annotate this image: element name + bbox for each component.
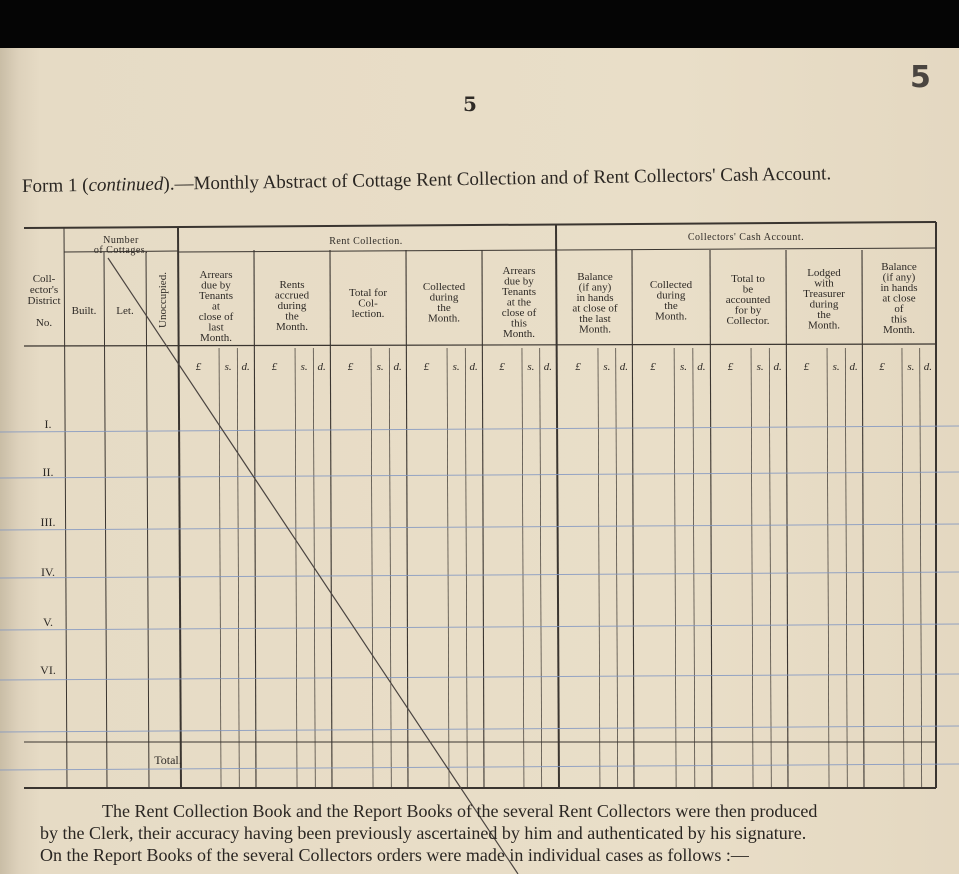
currency-label: s. xyxy=(832,361,840,373)
ruled-line xyxy=(0,624,959,630)
total-accounted-header: accounted xyxy=(725,294,771,306)
collected-header-2: during xyxy=(656,289,686,302)
currency-label: £ xyxy=(727,361,734,373)
currency-label: £ xyxy=(803,361,810,373)
row-label: V. xyxy=(42,615,54,629)
ruled-line xyxy=(0,764,959,770)
table-top-border xyxy=(24,222,936,228)
balance-last-header: Balance xyxy=(577,271,613,283)
money-group-line xyxy=(710,250,712,788)
column-line xyxy=(104,252,107,788)
currency-label: £ xyxy=(575,361,581,373)
currency-label: s. xyxy=(603,361,611,373)
total-collection-header: Col- xyxy=(358,297,378,310)
currency-label: £ xyxy=(650,361,656,373)
let-header: Let. xyxy=(116,305,134,317)
district-header: ector's xyxy=(29,284,59,296)
balance-last-header: at close of xyxy=(572,302,618,315)
column-line xyxy=(146,252,149,788)
rent-collection-title: Rent Collection. xyxy=(329,236,403,247)
row-label: II. xyxy=(42,465,54,479)
collected-header-1: Month. xyxy=(427,312,461,325)
built-header: Built. xyxy=(71,305,97,317)
cash-account-title: Collectors' Cash Account. xyxy=(687,232,805,243)
balance-this-header: of xyxy=(894,303,904,315)
row-label: VI. xyxy=(40,663,56,677)
currency-label: d. xyxy=(697,361,706,373)
rents-accrued-header: during xyxy=(277,300,307,312)
pence-line xyxy=(465,348,467,788)
collected-header-2: Collected xyxy=(649,279,693,291)
arrears-last-header: close of xyxy=(198,311,234,323)
currency-label: £ xyxy=(195,361,202,373)
currency-label: £ xyxy=(347,361,354,373)
header-bottom-line xyxy=(24,344,936,346)
pence-line xyxy=(693,348,695,788)
arrears-this-header: Month. xyxy=(502,328,536,340)
currency-label: d. xyxy=(849,361,858,373)
lodged-header: Treasurer xyxy=(803,288,845,300)
paragraph-line-2: by the Clerk, their accuracy having been previously ascertained by him and authenticated by his signature. xyxy=(40,823,807,843)
lodged-header: with xyxy=(814,277,834,290)
section-divider xyxy=(556,225,559,788)
money-group-line xyxy=(254,250,256,788)
arrears-this-header: at the xyxy=(506,296,532,309)
pence-line xyxy=(389,348,391,788)
arrears-this-header: Arrears xyxy=(502,265,536,277)
pence-line xyxy=(845,348,847,788)
arrears-this-header: due by xyxy=(504,275,534,288)
pence-line xyxy=(237,348,239,788)
balance-last-header: Month. xyxy=(578,323,612,336)
money-group-line xyxy=(786,250,788,788)
total-collection-header: lection. xyxy=(351,308,385,320)
ruled-line xyxy=(0,524,959,530)
shillings-line xyxy=(371,348,373,788)
total-accounted-header: Collector. xyxy=(726,315,770,327)
row-labels xyxy=(40,417,182,767)
ruled-line xyxy=(0,726,959,732)
currency-label: £ xyxy=(423,361,430,373)
currency-label: d. xyxy=(773,361,782,373)
money-group-line xyxy=(482,250,484,788)
column-line xyxy=(64,228,67,788)
paragraph-line-3: On the Report Books of the several Collectors orders were made in individual cases as follows :— xyxy=(40,845,749,865)
pence-line xyxy=(540,348,542,788)
form-title-prefix: Form 1 ( xyxy=(21,174,89,197)
balance-this-header: Balance xyxy=(881,261,917,273)
currency-label: s. xyxy=(756,361,764,373)
page-number-center: 5 xyxy=(463,92,477,116)
currency-label: d. xyxy=(241,361,250,373)
district-header: Coll- xyxy=(32,273,56,285)
currency-labels xyxy=(196,361,932,373)
lodged-header: Lodged xyxy=(807,267,841,279)
lodged-header: during xyxy=(809,298,839,311)
currency-label: s. xyxy=(679,361,687,373)
rents-accrued-header: Rents xyxy=(279,279,305,291)
money-group-line xyxy=(632,250,634,788)
collected-header-1: the xyxy=(437,302,451,314)
shillings-line xyxy=(598,348,600,788)
form-title-rest: ).—Monthly Abstract of Cottage Rent Collection and of Rent Collectors' Cash Account. xyxy=(163,163,832,195)
currency-label: d. xyxy=(923,361,932,373)
district-header: District xyxy=(27,295,61,307)
shillings-line xyxy=(827,348,829,788)
currency-label: d. xyxy=(469,361,478,373)
collected-header-2: Month. xyxy=(654,310,688,323)
balance-last-header: in hands xyxy=(576,292,614,304)
pence-line xyxy=(769,348,771,788)
row-label: I. xyxy=(44,417,52,431)
balance-this-header: this xyxy=(891,313,907,326)
total-collection-header: Total for xyxy=(348,287,388,299)
currency-label: s. xyxy=(300,361,308,373)
currency-label: s. xyxy=(376,361,384,373)
cottages-group-title: of Cottages. xyxy=(93,245,149,256)
ruled-line xyxy=(0,572,959,578)
balance-last-header: the last xyxy=(579,313,611,325)
balance-this-header: Month. xyxy=(882,324,916,336)
total-label: Total. xyxy=(154,753,182,767)
arrears-last-header: last xyxy=(208,321,224,334)
currency-label: d. xyxy=(393,361,402,373)
lodged-header: Month. xyxy=(807,319,841,332)
currency-label: d. xyxy=(619,361,628,373)
currency-label: £ xyxy=(271,361,278,373)
pence-line xyxy=(920,348,922,788)
rents-accrued-header: the xyxy=(285,310,299,323)
arrears-last-header: at xyxy=(212,300,220,313)
currency-label: d. xyxy=(317,361,326,373)
row-label: IV. xyxy=(40,565,56,579)
balance-this-header: (if any) xyxy=(882,271,916,284)
pence-line xyxy=(616,348,618,788)
unoccupied-header: Unoccupied. xyxy=(157,272,169,328)
arrears-this-header: Tenants xyxy=(501,286,537,298)
currency-label: s. xyxy=(907,361,915,373)
shillings-line xyxy=(902,348,904,788)
district-header: No. xyxy=(35,317,53,329)
form-title-italic: continued xyxy=(88,173,164,196)
row-label: III. xyxy=(40,515,56,529)
shillings-line xyxy=(219,348,221,788)
collected-header-1: Collected xyxy=(422,281,466,293)
arrears-last-header: Tenants xyxy=(198,290,234,302)
rents-accrued-header: accrued xyxy=(274,289,310,302)
currency-label: s. xyxy=(452,361,460,373)
total-accounted-header: for by xyxy=(734,304,762,317)
shillings-line xyxy=(522,348,524,788)
currency-label: s. xyxy=(527,361,535,373)
total-accounted-header: be xyxy=(742,283,754,296)
page-number-corner: 5 xyxy=(910,60,931,95)
currency-label: d. xyxy=(543,361,552,373)
shillings-line xyxy=(447,348,449,788)
ruled-line xyxy=(0,472,959,478)
shillings-line xyxy=(674,348,676,788)
total-accounted-header: Total to xyxy=(731,273,765,285)
balance-last-header: (if any) xyxy=(578,281,612,294)
lodged-header: the xyxy=(817,309,831,321)
collected-header-1: during xyxy=(429,291,459,304)
currency-label: £ xyxy=(879,361,885,373)
currency-label: £ xyxy=(499,361,505,373)
shillings-line xyxy=(295,348,297,788)
column-line xyxy=(178,228,181,788)
collected-header-2: the xyxy=(664,300,678,312)
balance-this-header: at close xyxy=(882,292,916,305)
shillings-line xyxy=(751,348,753,788)
ruled-line xyxy=(0,674,959,680)
paragraph-line-1: The Rent Collection Book and the Report Books of the several Rent Collectors were then produced xyxy=(102,801,818,821)
arrears-last-header: Month. xyxy=(199,332,233,344)
arrears-this-header: close of xyxy=(501,307,537,319)
currency-label: s. xyxy=(224,361,232,373)
ruled-line xyxy=(0,426,959,432)
cottages-group-title: Number xyxy=(103,235,139,246)
arrears-this-header: this xyxy=(511,317,527,330)
arrears-last-header: due by xyxy=(201,279,231,292)
balance-this-header: in hands xyxy=(880,282,918,294)
body-paragraph xyxy=(40,800,959,866)
rents-accrued-header: Month. xyxy=(275,321,309,333)
money-group-line xyxy=(330,250,332,788)
arrears-last-header: Arrears xyxy=(199,269,233,281)
money-group-line xyxy=(862,250,864,788)
